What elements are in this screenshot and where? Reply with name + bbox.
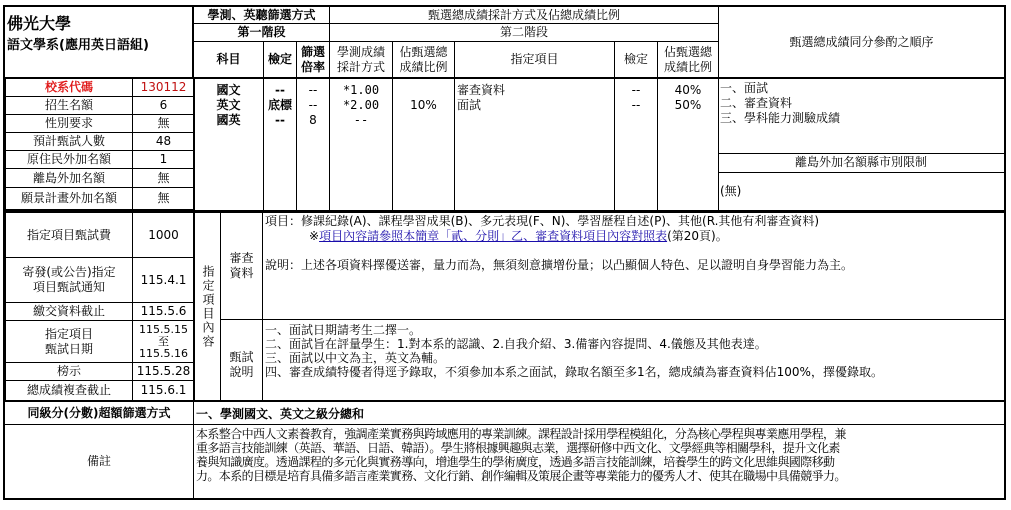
info-value: 無 xyxy=(132,168,195,188)
remarks-label: 備註 xyxy=(3,424,194,500)
info-label: 招生名額 xyxy=(5,96,133,115)
interview-label: 甄試 說明 xyxy=(220,319,263,401)
stage-one-group-title: 學測、英聽篩選方式 xyxy=(193,5,330,24)
review-reference-link[interactable]: 項目內容請參照本簡章「貳、分則」乙、審查資料項目內容對照表 xyxy=(319,229,668,243)
col-gsat-method: 學測成績 採計方式 xyxy=(329,41,393,79)
stage-two-group-title: 甄選總成績採計方式及佔總成績比例 xyxy=(329,5,719,24)
schedule-label-notice: 寄發(或公告)指定 項目甄試通知 xyxy=(5,257,133,303)
info-value: 1 xyxy=(132,150,195,169)
schedule-value-notice: 115.4.1 xyxy=(132,257,195,303)
remarks-content: 本系整合中西人文素養教育，強調產業實務與跨域應用的專業訓練。課程設計採用學程模組化，分為核心學程與專業應用學程，兼 重多語言技能訓練（英語、華語、日語、韓語）。學生將根據興趣與志業，選擇研修中西文化、文學經典等相關學科，提升文化素 養與知識廣度。透過課程的多元化與實務導向，增進學生的學術廣度，透過多語言技能訓練，培養學生的跨文化思維與國際移動 力。本系的目標是培育具備多語言產業實務、文化行銷、創作編輯及策展企畫等專業能力的優秀人才、使其在職場中具備競爭力。 xyxy=(193,424,1006,500)
stage-one-checks: -- 底標 -- xyxy=(263,78,297,211)
info-label: 願景計畫外加名額 xyxy=(5,187,133,211)
col-gsat-pct: 佔甄選總 成績比例 xyxy=(392,41,455,79)
info-label: 預計甄試人數 xyxy=(5,132,133,151)
info-value: 6 xyxy=(132,96,195,115)
schedule-value-submit: 115.5.6 xyxy=(132,302,195,321)
schedule-label-fee: 指定項目甄試費 xyxy=(5,211,133,258)
info-value: 48 xyxy=(132,132,195,151)
review-explain: 說明：上述各項資料擇優送審，量力而為，無須刻意擴增份量；以凸顯個人特色、足以證明自身學習能力為主。 xyxy=(265,258,854,272)
col-item-check: 檢定 xyxy=(614,41,658,79)
info-label: 離島外加名額 xyxy=(5,168,133,188)
review-label: 審查 資料 xyxy=(220,211,263,320)
schedule-label-recheck: 總成績複查截止 xyxy=(5,380,133,401)
stage-two-item-pcts: 40% 50% xyxy=(657,78,719,211)
stage-one-label: 第一階段 xyxy=(193,23,330,42)
gsat-weights: *1.00 *2.00 -- xyxy=(329,78,393,211)
info-label: 性別要求 xyxy=(5,114,133,133)
info-label: 原住民外加名額 xyxy=(5,150,133,169)
col-ratio: 篩選 倍率 xyxy=(296,41,330,79)
stage-two-label: 第二階段 xyxy=(329,23,719,42)
col-item-pct: 佔甄選總 成績比例 xyxy=(657,41,719,79)
schedule-value-results: 115.5.28 xyxy=(132,362,195,381)
stage-two-checks: -- -- xyxy=(614,78,658,211)
interview-content: 一、面試日期請考生二擇一。 二、面試旨在評量學生：1.對本系的認識、2.自我介紹、3.備審內容提問、4.儀態及其他表達。 三、面試以中文為主，英文為輔。 四、審查成績特優者得逕予錄取，不須參加本系之面試，錄取名額至多1名，總成績為審查資料佔100%，擇優錄取。 xyxy=(262,319,1006,401)
schedule-label-results: 榜示 xyxy=(5,362,133,381)
review-items-line: 項目：修課紀錄(A)、課程學習成果(B)、多元表現(F、N)、學習歷程自述(P)、其他(R.其他有利審查資料) xyxy=(265,214,820,228)
info-value: 無 xyxy=(132,114,195,133)
stage-two-items: 審查資料 面試 xyxy=(454,78,615,211)
schedule-value-fee: 1000 xyxy=(132,211,195,258)
island-restriction-title: 離島外加名額縣市別限制 xyxy=(718,153,1006,173)
header-cell xyxy=(3,5,193,79)
tiebreak-order: 一、面試 二、審查資料 三、學科能力測驗成績 xyxy=(718,78,1006,154)
info-table xyxy=(3,78,193,211)
tie-screening-value: 一、學測國文、英文之級分總和 xyxy=(193,400,1006,425)
review-note: ※項目內容請參照本簡章「貳、分則」乙、審查資料項目內容對照表(第20頁)。 xyxy=(309,229,728,243)
info-value: 無 xyxy=(132,187,195,211)
schedule-label-submit: 繳交資料截止 xyxy=(5,302,133,321)
col-subject: 科目 xyxy=(193,41,264,79)
col-items: 指定項目 xyxy=(454,41,615,79)
review-content xyxy=(262,211,1006,320)
schedule-label-exam-date: 指定項目 甄試日期 xyxy=(5,320,133,363)
col-check: 檢定 xyxy=(263,41,297,79)
info-value-code: 130112 xyxy=(132,78,195,97)
stage-one-subjects: 國文 英文 國英 xyxy=(193,78,264,211)
schedule-value-exam-date: 115.5.15 至 115.5.16 xyxy=(132,320,195,363)
gsat-pct: 10% xyxy=(392,78,455,211)
schedule-table xyxy=(3,211,193,401)
tie-screening-label: 同級分(分數)超額篩選方式 xyxy=(3,400,194,425)
schedule-value-recheck: 115.6.1 xyxy=(132,380,195,401)
island-restriction-value: (無) xyxy=(718,172,1006,212)
content-section-label: 指定項目內容 xyxy=(193,211,221,401)
tiebreak-title: 甄選總成績同分參酌之順序 xyxy=(718,5,1006,79)
stage-one-ratios: -- -- 8 xyxy=(296,78,330,211)
info-label-code: 校系代碼 xyxy=(5,78,133,97)
university-name: 佛光大學 xyxy=(7,14,72,33)
department-name: 語文學系(應用英日語組) xyxy=(7,38,149,53)
